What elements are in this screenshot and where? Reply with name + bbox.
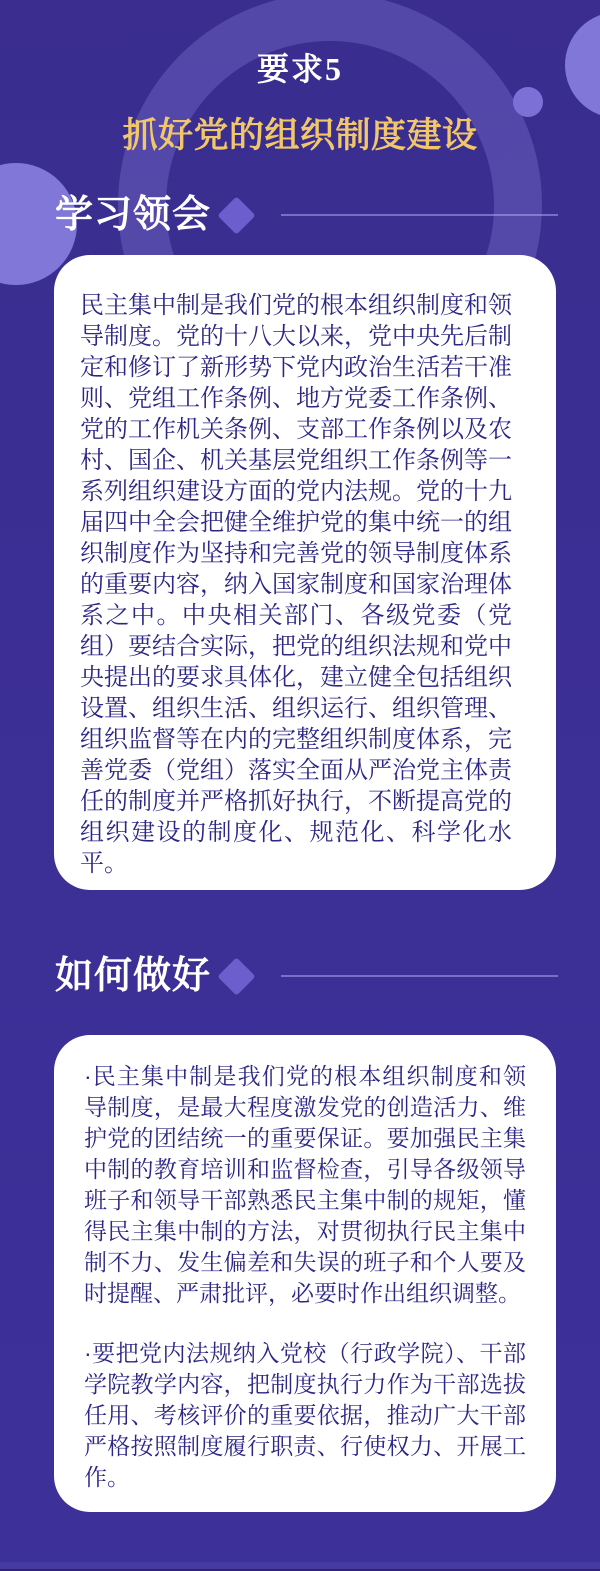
study-paragraph: 民主集中制是我们党的根本组织制度和领导制度。党的十八大以来，党中央先后制定和修订了新形势下党内政治生活若干准则、党组工作条例、地方党委工作条例、党的工作机关条例、支部工作条例以及农村、国企、机关基层党组织工作条例等一系列组织建设方面的党内法规。党的十九届四中全会把健全维护党的集中统一的组织制度作为坚持和完善党的领导制度体系的重要内容，纳入国家制度和国家治理体系之中。中央相关部门、各级党委（党组）要结合实际，把党的组织法规和党中央提出的要求具体化，建立健全包括组织设置、组织生活、组织运行、组织管理、组织监督等在内的完整组织制度体系，完善党委（党组）落实全面从严治党主体责任的制度并严格抓好执行，不断提高党的组织建设的制度化、规范化、科学化水平。 — [80, 292, 512, 877]
howto-content-card — [54, 1035, 556, 1512]
howto-paragraph-2: ·要把党内法规纳入党校（行政学院）、干部学院教学内容，把制度执行力作为干部选拔任用、考核评价的重要依据，推动广大干部严格按照制度履行职责、行使权力、开展工作。 — [84, 1340, 526, 1490]
section-heading-howto: 如何做好 — [55, 955, 212, 997]
page-subtitle: 抓好党的组织制度建设 — [122, 116, 478, 155]
section-heading-study: 学习领会 — [55, 194, 212, 236]
section-header-study — [0, 193, 600, 239]
section-header-howto — [0, 954, 600, 1000]
divider-line — [281, 214, 558, 216]
page-title: 要求5 — [256, 51, 343, 87]
decor-circle-top-right-small — [513, 87, 543, 117]
bottom-accent-strip — [0, 1562, 600, 1569]
diamond-icon — [217, 957, 255, 995]
howto-paragraph-1: ·民主集中制是我们党的根本组织制度和领导制度，是最大程度激发党的创造活力、维护党的团结统一的重要保证。要加强民主集中制的教育培训和监督检查，引导各级领导班子和领导干部熟悉民主集中制的规矩，懂得民主集中制的方法，对贯彻执行民主集中制不力、发生偏差和失误的班子和个人要及时提醒、严肃批评，必要时作出组织调整。 — [84, 1063, 526, 1306]
diamond-icon — [217, 196, 255, 234]
study-content-card — [54, 255, 556, 890]
divider-line — [281, 975, 558, 977]
